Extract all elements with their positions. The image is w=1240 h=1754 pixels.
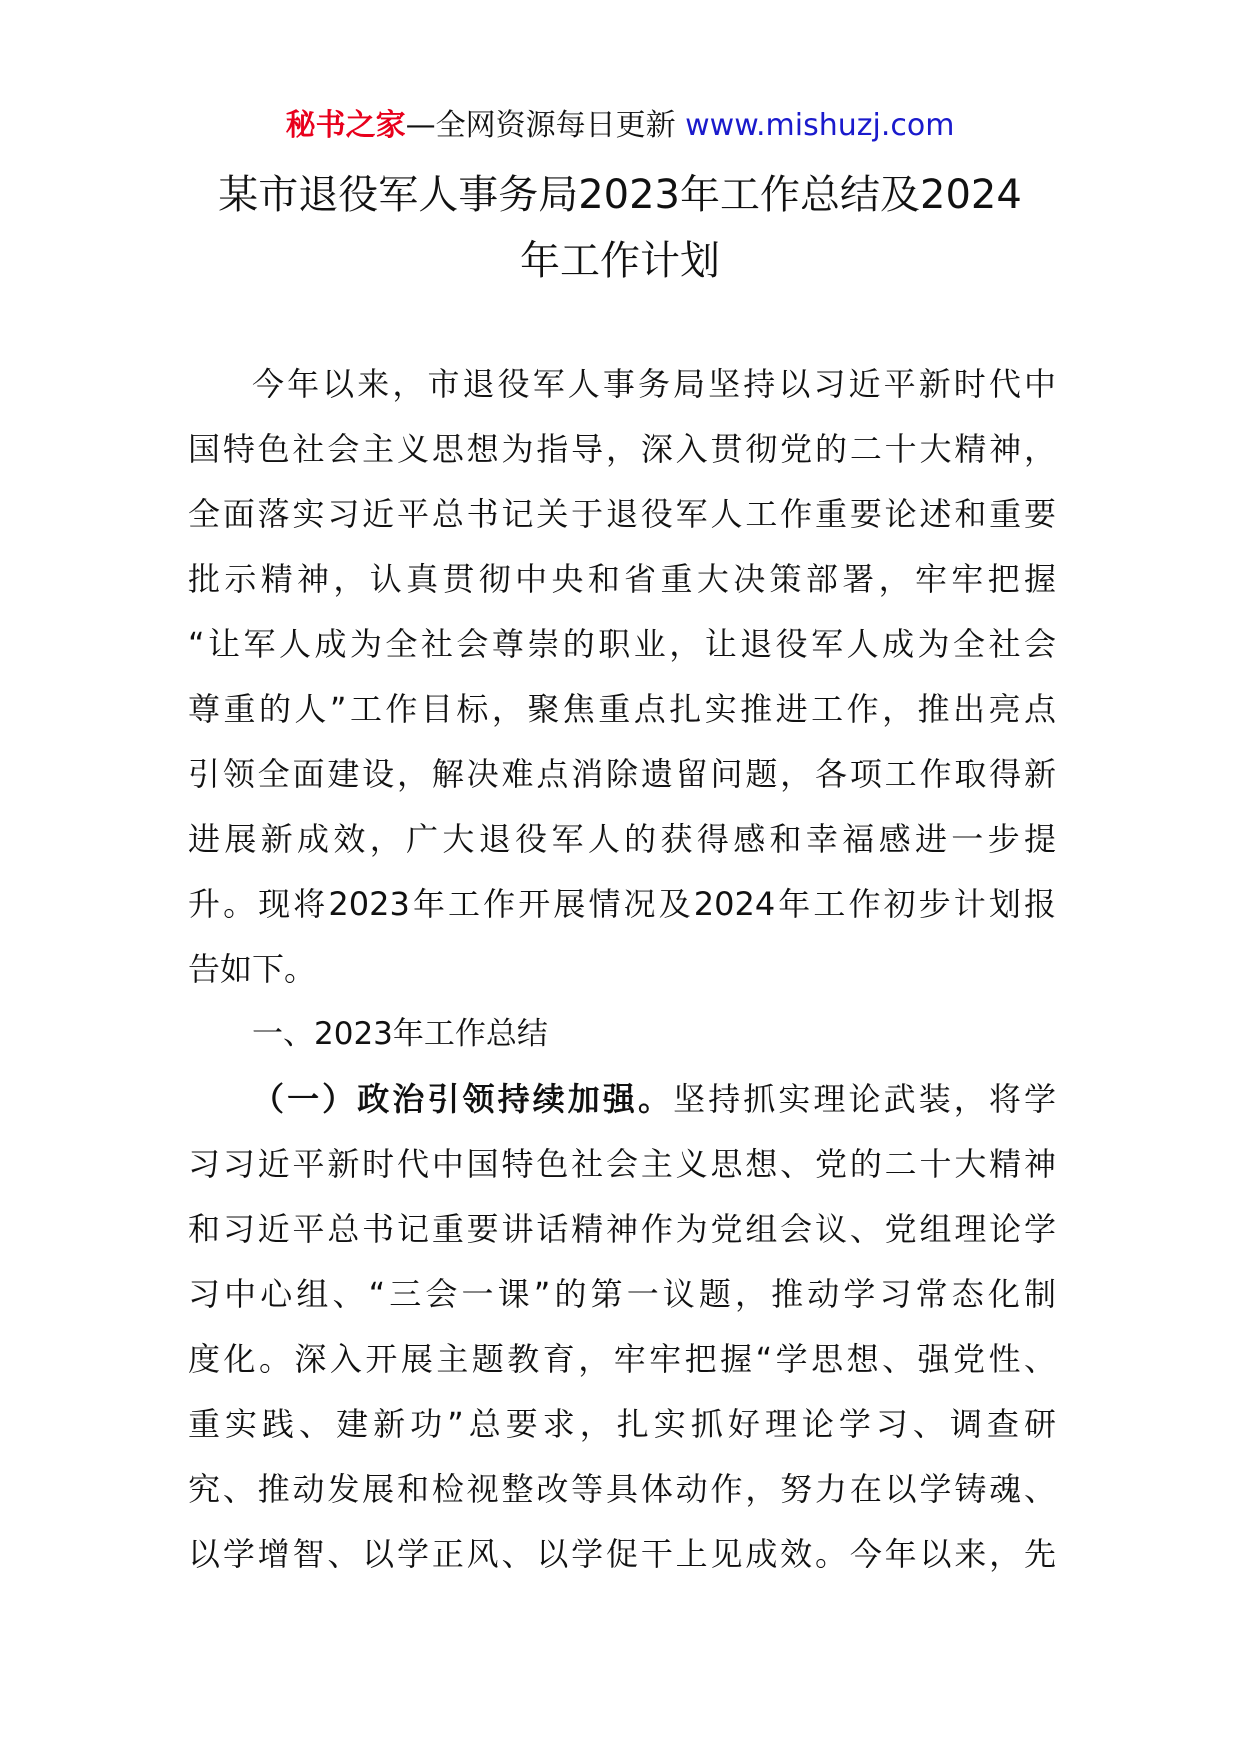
paragraph-line: 习习近平新时代中国特色社会主义思想、党的二十大精神: [188, 1145, 1056, 1183]
document-title-line-2: 年工作计划: [520, 238, 720, 284]
site-tagline: —全网资源每日更新: [405, 108, 686, 143]
paragraph-line: 以学增智、以学正风、以学促干上见成效。今年以来，先: [188, 1535, 1056, 1573]
subsection-lead: （一）政治引领持续加强。: [252, 1080, 674, 1118]
site-brand: 秘书之家: [285, 108, 406, 143]
paragraph-line: 尊重的人”工作目标，聚焦重点扎实推进工作，推出亮点: [188, 690, 1056, 728]
paragraph-line: 和习近平总书记重要讲话精神作为党组会议、党组理论学: [188, 1210, 1056, 1248]
paragraph-line: 进展新成效，广大退役军人的获得感和幸福感进一步提: [188, 820, 1056, 858]
site-header: [0, 104, 1240, 148]
subsection-first-rest: 坚持抓实理论武装，将学: [673, 1080, 1056, 1118]
paragraph-line: 究、推动发展和检视整改等具体动作，努力在以学铸魂、: [188, 1470, 1056, 1508]
document-title: [150, 162, 1090, 294]
paragraph-line: 全面落实习近平总书记关于退役军人工作重要论述和重要: [188, 495, 1056, 533]
paragraph-line: 习中心组、“三会一课”的第一议题，推动学习常态化制: [188, 1275, 1056, 1313]
section-heading: 一、2023年工作总结: [252, 1016, 548, 1052]
paragraph-line: 国特色社会主义思想为指导，深入贯彻党的二十大精神，: [188, 430, 1056, 468]
paragraph-line: 今年以来，市退役军人事务局坚持以习近平新时代中: [252, 365, 1056, 403]
paragraph-line: 重实践、建新功”总要求，扎实抓好理论学习、调查研: [188, 1405, 1056, 1443]
paragraph-line: 引领全面建设，解决难点消除遗留问题，各项工作取得新: [188, 755, 1056, 793]
paragraph-line: 告如下。: [188, 950, 317, 988]
paragraph-line: “让军人成为全社会尊崇的职业，让退役军人成为全社会: [188, 625, 1056, 663]
paragraph-line: 批示精神，认真贯彻中央和省重大决策部署，牢牢把握: [188, 560, 1056, 598]
document-body: [188, 352, 1056, 1587]
paragraph-line: 升。现将2023年工作开展情况及2024年工作初步计划报: [188, 885, 1056, 923]
document-title-line-1: 某市退役军人事务局2023年工作总结及2024: [218, 172, 1022, 218]
subsection-first-line: [188, 1067, 1056, 1132]
site-url-link[interactable]: www.mishuzj.com: [685, 108, 955, 143]
paragraph-line: 度化。深入开展主题教育，牢牢把握“学思想、强党性、: [188, 1340, 1056, 1378]
